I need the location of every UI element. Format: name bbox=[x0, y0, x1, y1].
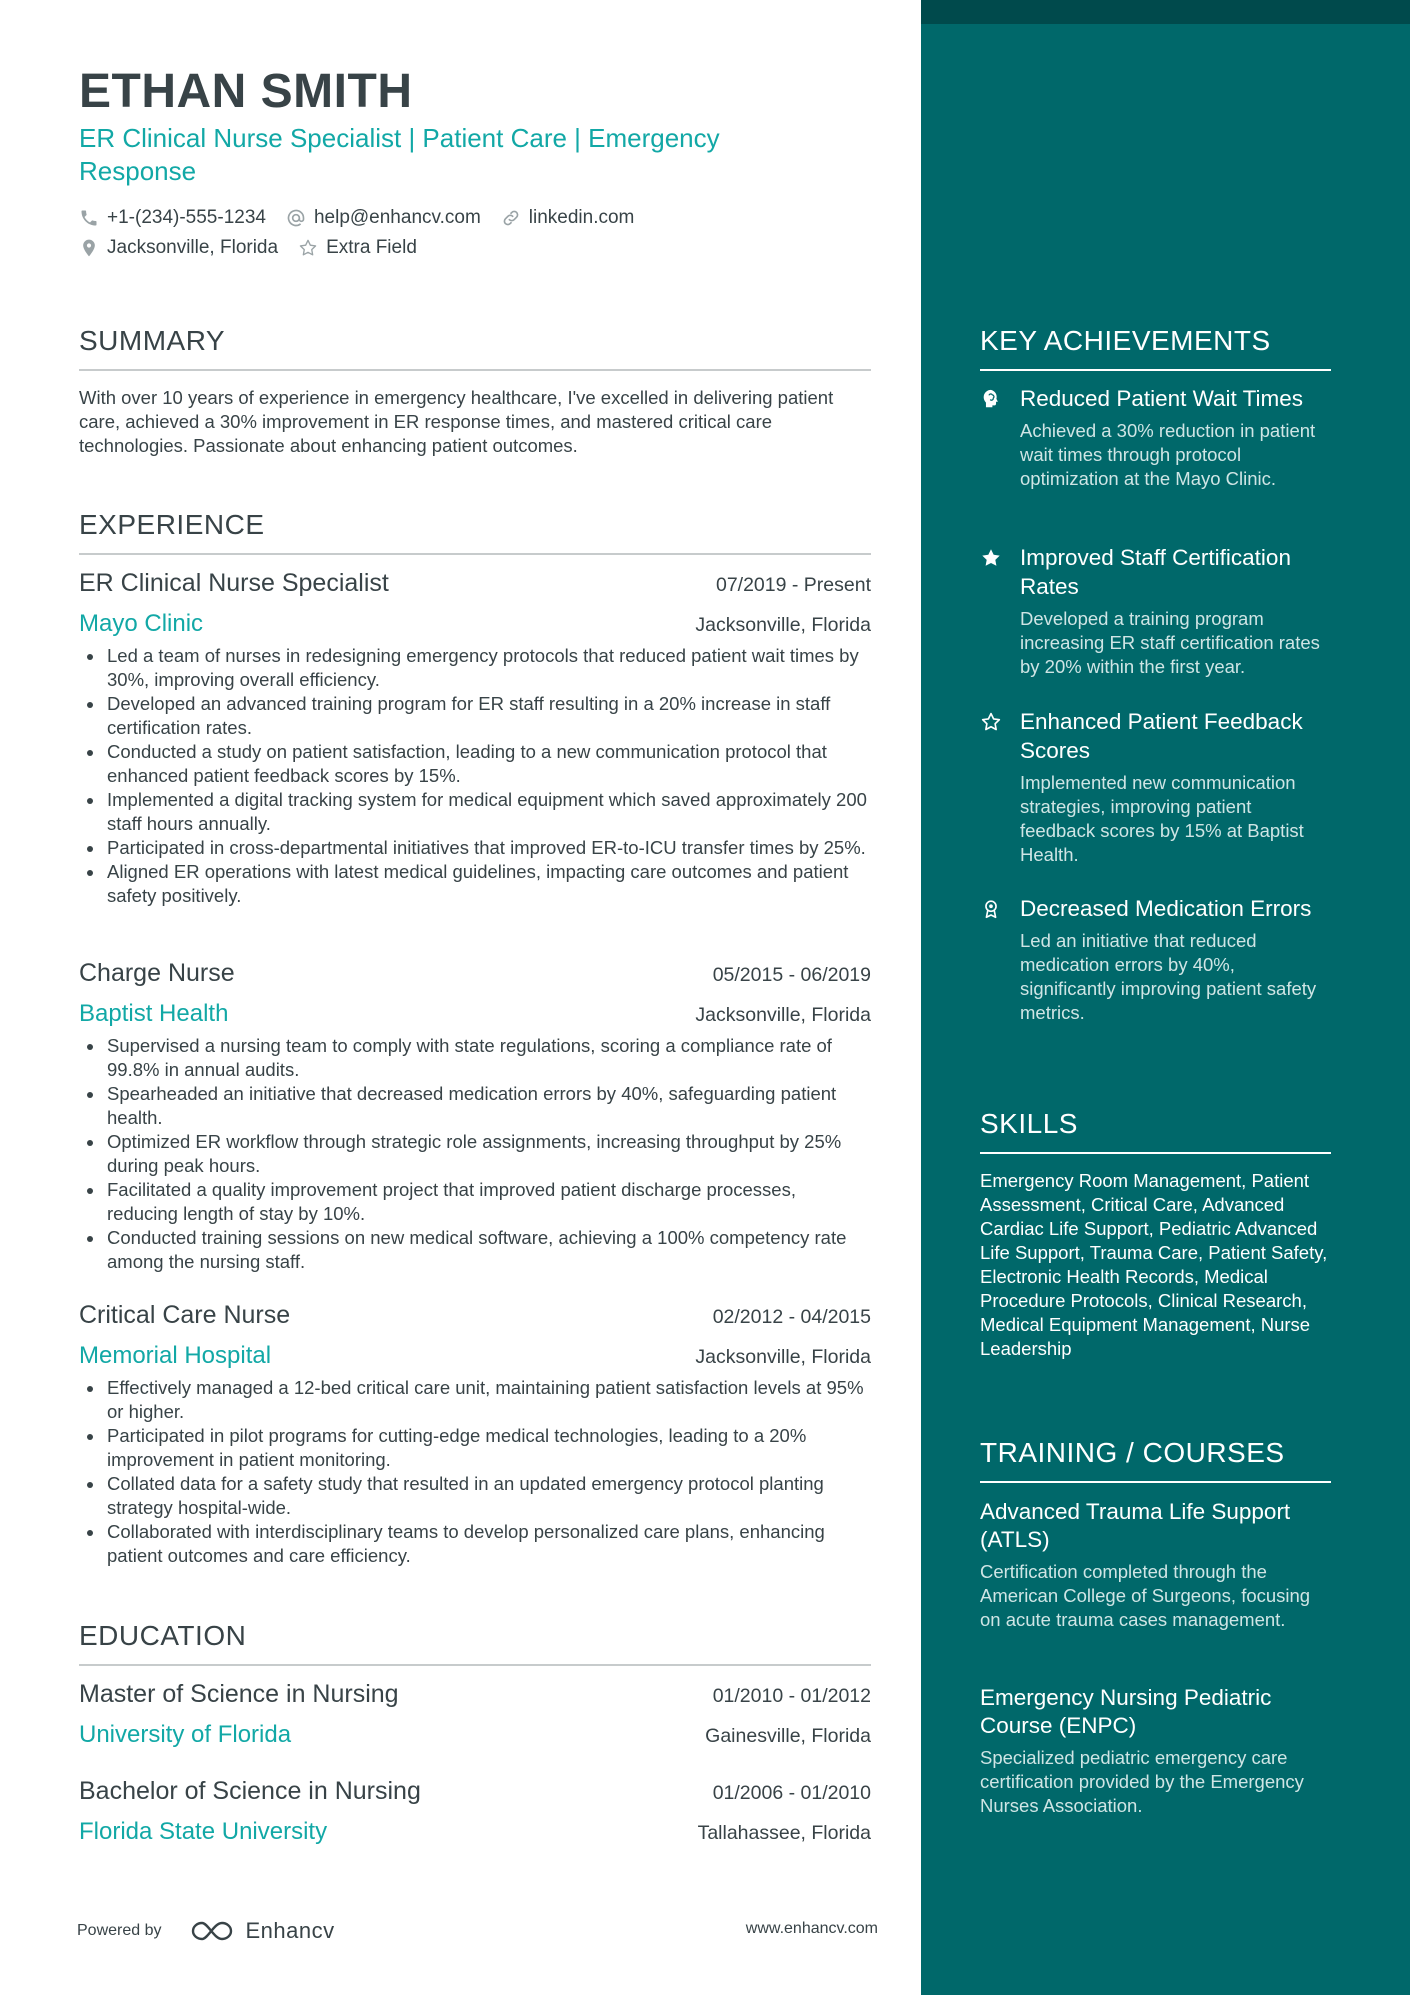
at-icon bbox=[286, 208, 306, 228]
achievement-item bbox=[980, 894, 1331, 1025]
location-pin-icon bbox=[79, 238, 99, 258]
award-ribbon-icon bbox=[980, 898, 1002, 920]
education-degree: Bachelor of Science in Nursing bbox=[79, 1777, 421, 1805]
education-item bbox=[79, 1680, 871, 1749]
summary-section-title: SUMMARY bbox=[79, 325, 871, 371]
job-organization: Mayo Clinic bbox=[79, 610, 204, 637]
contact-linkedin[interactable] bbox=[501, 207, 635, 229]
education-school: University of Florida bbox=[79, 1721, 292, 1748]
job-role: Charge Nurse bbox=[79, 959, 235, 987]
achievement-description: Implemented new communication strategies, improving patient feedback scores by 15% at Baptist Health. bbox=[1020, 772, 1304, 865]
enhancv-logo-icon bbox=[188, 1918, 236, 1944]
job-bullet-list bbox=[79, 1376, 871, 1568]
contact-location bbox=[79, 237, 278, 259]
achievement-item bbox=[980, 543, 1331, 679]
course-description: Certification completed through the American College of Surgeons, focusing on acute trauma cases management. bbox=[980, 1561, 1311, 1630]
job-organization: Baptist Health bbox=[79, 1000, 229, 1027]
contact-phone[interactable] bbox=[79, 207, 266, 229]
contact-extra-field bbox=[298, 237, 417, 259]
achievement-title: Improved Staff Certification Rates bbox=[1020, 545, 1291, 599]
achievement-title: Decreased Medication Errors bbox=[1020, 896, 1312, 921]
job-location: Jacksonville, Florida bbox=[695, 1346, 871, 1368]
course-description: Specialized pediatric emergency care certification provided by the Emergency Nurses Association. bbox=[980, 1747, 1304, 1816]
job-bullet: Collaborated with interdisciplinary teams to develop personalized care plans, enhancing patient outcomes and care efficiency. bbox=[79, 1520, 871, 1568]
education-location: Gainesville, Florida bbox=[705, 1725, 871, 1747]
experience-item bbox=[79, 959, 871, 1274]
powered-by-label: Powered by bbox=[77, 1922, 162, 1939]
course-title: Emergency Nursing Pediatric Course (ENPC) bbox=[980, 1685, 1272, 1738]
education-section-title: EDUCATION bbox=[79, 1620, 871, 1666]
contact-email-text: help@enhancv.com bbox=[313, 207, 481, 228]
job-dates: 07/2019 - Present bbox=[715, 574, 871, 596]
contact-extra-field-text: Extra Field bbox=[326, 237, 417, 258]
candidate-headline: ER Clinical Nurse Specialist | Patient Care | Emergency Response bbox=[79, 123, 720, 186]
contact-linkedin-text: linkedin.com bbox=[528, 207, 635, 228]
phone-icon bbox=[79, 208, 99, 228]
contact-row-1 bbox=[79, 207, 654, 229]
job-bullet: Facilitated a quality improvement project that improved patient discharge processes, reducing length of stay by 10%. bbox=[79, 1178, 871, 1226]
contact-row-2 bbox=[79, 237, 437, 259]
training-section-title: TRAINING / COURSES bbox=[980, 1437, 1331, 1483]
contact-location-text: Jacksonville, Florida bbox=[107, 237, 279, 258]
enhancv-logo[interactable] bbox=[188, 1918, 335, 1944]
achievement-description: Achieved a 30% reduction in patient wait times through protocol optimization at the Mayo Clinic. bbox=[1020, 420, 1316, 489]
star-outline-icon bbox=[980, 711, 1002, 733]
job-bullet: Participated in pilot programs for cutting-edge medical technologies, leading to a 20% improvement in patient monitoring. bbox=[79, 1424, 871, 1472]
contact-phone-text: +1-(234)-555-1234 bbox=[107, 207, 266, 228]
job-dates: 05/2015 - 06/2019 bbox=[712, 964, 871, 986]
education-location: Tallahassee, Florida bbox=[697, 1822, 871, 1844]
achievement-description: Developed a training program increasing ER staff certification rates by 20% within the first year. bbox=[1020, 608, 1320, 677]
education-dates: 01/2010 - 01/2012 bbox=[712, 1685, 871, 1707]
footer-website-link[interactable]: www.enhancv.com bbox=[745, 1920, 878, 1937]
job-role: ER Clinical Nurse Specialist bbox=[79, 569, 389, 597]
skills-text: Emergency Room Management, Patient Assessment, Critical Care, Advanced Cardiac Life Support, Pediatric Advanced Life Support, Trauma Care, Patient Safety, Electronic Health Records, Medical Procedure Protocols, Clinical Research, Medical Equipment Management, Nurse Leadership bbox=[980, 1170, 1328, 1359]
course-item bbox=[980, 1684, 1331, 1818]
job-bullet: Collated data for a safety study that resulted in an updated emergency protocol planting strategy hospital-wide. bbox=[79, 1472, 871, 1520]
education-school: Florida State University bbox=[79, 1818, 328, 1845]
job-bullet: Effectively managed a 12-bed critical care unit, maintaining patient satisfaction levels at 95% or higher. bbox=[79, 1376, 871, 1424]
experience-section-title: EXPERIENCE bbox=[79, 509, 871, 555]
star-filled-icon bbox=[980, 547, 1002, 569]
job-bullet: Supervised a nursing team to comply with state regulations, scoring a compliance rate of 99.8% in annual audits. bbox=[79, 1034, 871, 1082]
contact-email[interactable] bbox=[286, 207, 481, 229]
job-bullet: Led a team of nurses in redesigning emergency protocols that reduced patient wait times by 30%, improving overall efficiency. bbox=[79, 644, 871, 692]
job-bullet: Conducted training sessions on new medical software, achieving a 100% competency rate among the nursing staff. bbox=[79, 1226, 871, 1274]
achievement-description: Led an initiative that reduced medication errors by 40%, significantly improving patient safety metrics. bbox=[1020, 930, 1317, 1023]
footer-branding bbox=[77, 1918, 335, 1944]
course-title: Advanced Trauma Life Support (ATLS) bbox=[980, 1499, 1291, 1552]
job-bullet: Spearheaded an initiative that decreased medication errors by 40%, safeguarding patient health. bbox=[79, 1082, 871, 1130]
job-bullet: Participated in cross-departmental initiatives that improved ER-to-ICU transfer times by 25%. bbox=[79, 836, 871, 860]
education-item bbox=[79, 1777, 871, 1846]
candidate-name: ETHAN SMITH bbox=[79, 65, 413, 118]
job-organization: Memorial Hospital bbox=[79, 1342, 272, 1369]
job-location: Jacksonville, Florida bbox=[695, 1004, 871, 1026]
achievement-item bbox=[980, 707, 1331, 867]
job-bullet-list bbox=[79, 1034, 871, 1274]
achievement-title: Reduced Patient Wait Times bbox=[1020, 386, 1304, 411]
star-outline-icon bbox=[298, 238, 318, 258]
job-bullet: Aligned ER operations with latest medical guidelines, impacting care outcomes and patient safety positively. bbox=[79, 860, 871, 908]
summary-text: With over 10 years of experience in emergency healthcare, I've excelled in delivering patient care, achieved a 30% improvement in ER response times, and mastered critical care technologies. Passionate about enhancing patient outcomes. bbox=[79, 387, 834, 456]
job-bullet: Conducted a study on patient satisfaction, leading to a new communication protocol that enhanced patient feedback scores by 15%. bbox=[79, 740, 871, 788]
job-dates: 02/2012 - 04/2015 bbox=[712, 1306, 871, 1328]
sidebar-top-bar bbox=[921, 0, 1410, 24]
brain-icon bbox=[980, 388, 1002, 410]
job-bullet: Optimized ER workflow through strategic role assignments, increasing throughput by 25% during peak hours. bbox=[79, 1130, 871, 1178]
link-icon bbox=[501, 208, 521, 228]
course-item bbox=[980, 1498, 1331, 1632]
job-role: Critical Care Nurse bbox=[79, 1301, 291, 1329]
skills-section-title: SKILLS bbox=[980, 1108, 1331, 1154]
job-bullet: Implemented a digital tracking system for medical equipment which saved approximately 200 staff hours annually. bbox=[79, 788, 871, 836]
achievements-section-title: KEY ACHIEVEMENTS bbox=[980, 325, 1331, 371]
job-bullet-list bbox=[79, 644, 871, 908]
achievement-item bbox=[980, 384, 1331, 491]
enhancv-logo-text: Enhancv bbox=[245, 1918, 335, 1943]
education-dates: 01/2006 - 01/2010 bbox=[712, 1782, 871, 1804]
experience-item bbox=[79, 1301, 871, 1568]
experience-item bbox=[79, 569, 871, 908]
education-degree: Master of Science in Nursing bbox=[79, 1680, 399, 1708]
job-location: Jacksonville, Florida bbox=[695, 614, 871, 636]
achievement-title: Enhanced Patient Feedback Scores bbox=[1020, 709, 1303, 763]
job-bullet: Developed an advanced training program for ER staff resulting in a 20% increase in staff certification rates. bbox=[79, 692, 871, 740]
